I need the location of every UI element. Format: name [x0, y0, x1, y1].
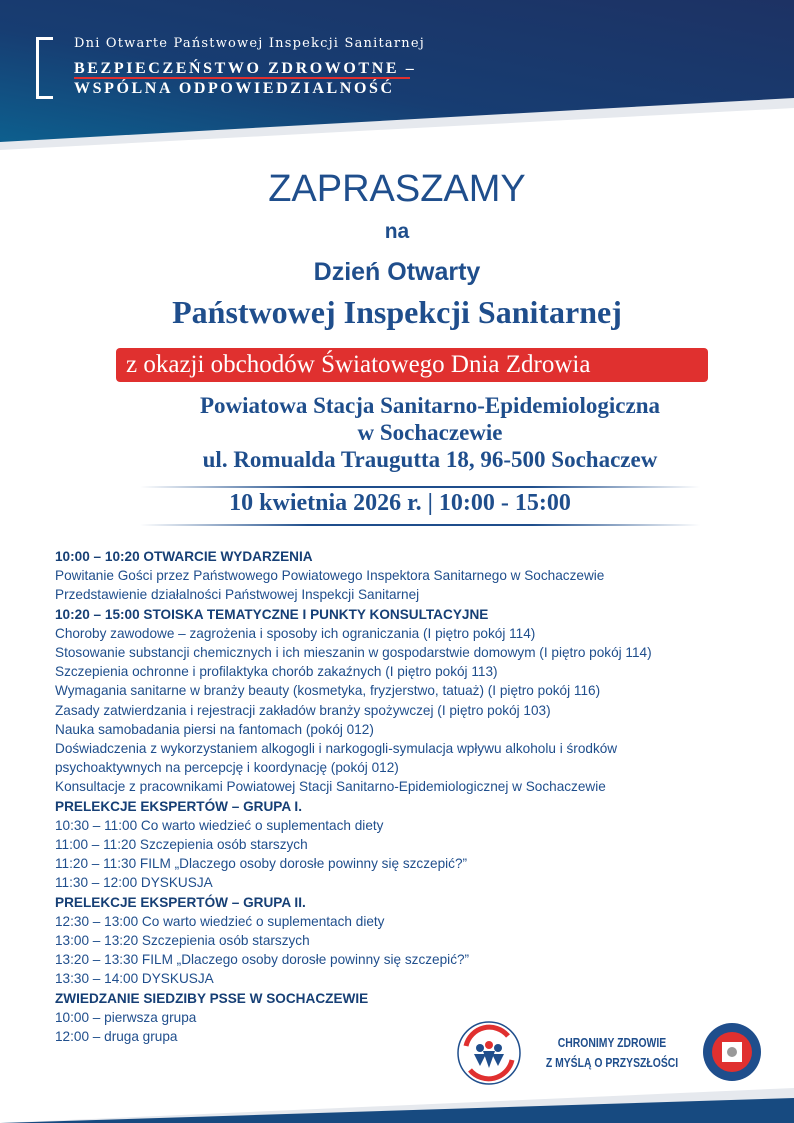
agenda-item: Szczepienia ochronne i profilaktyka chorób zakaźnych (I piętro pokój 113)	[55, 664, 498, 680]
footer-slogan	[540, 1033, 684, 1073]
slogan-line2: Z MYŚLĄ O PRZYSZŁOŚCI	[545, 1055, 679, 1070]
slogan-line1: CHRONIMY ZDROWIE	[557, 1035, 667, 1050]
na-text: na	[384, 220, 410, 243]
door-logo-icon	[36, 37, 53, 99]
header-subtitle: Dni Otwarte Państwowej Inspekcji Sanitarnej	[74, 36, 425, 51]
agenda-item: 11:00 – 11:20 Szczepienia osób starszych	[55, 837, 308, 853]
agenda-item: 10:00 – pierwsza grupa	[55, 1009, 197, 1025]
agenda-item: 13:30 – 14:00 DYSKUSJA	[55, 971, 214, 987]
agenda-item: 13:00 – 13:20 Szczepienia osób starszych	[55, 933, 310, 949]
agenda-heading: 10:00 – 10:20 OTWARCIE WYDARZENIA	[55, 549, 313, 564]
venue-line2: w Sochaczewie	[357, 420, 503, 445]
event-name: Dzień Otwarty	[313, 258, 481, 286]
agenda-heading: PRELEKCJE EKSPERTÓW – GRUPA II.	[55, 894, 306, 910]
chronimy-zdrowie-logo-icon	[456, 1020, 522, 1086]
agenda-item: 11:30 – 12:00 DYSKUSJA	[55, 875, 213, 891]
agenda-heading: PRELEKCJE EKSPERTÓW – GRUPA I.	[55, 798, 302, 814]
agenda-item: 12:00 – druga grupa	[55, 1029, 178, 1045]
agenda-item: Choroby zawodowe – zagrożenia i sposoby ich ograniczania (I piętro pokój 114)	[55, 625, 536, 641]
agenda-item: Stosowanie substancji chemicznych i ich mieszanin w gospodarstwie domowym (I piętro pokój 114)	[55, 645, 652, 661]
agenda-item: Przedstawienie działalności Państwowej Inspekcji Sanitarnej	[55, 587, 420, 603]
header-underline	[74, 77, 410, 79]
agenda-item: Powitanie Gości przez Państwowego Powiatowego Inspektora Sanitarnego w Sochaczewie	[55, 568, 605, 584]
footer-band	[0, 1088, 794, 1123]
agenda-item: Zasady zatwierdzania i rejestracji zakładów branży spożywczej (I piętro pokój 103)	[55, 702, 551, 718]
agenda-item: 10:30 – 11:00 Co warto wiedzieć o suplementach diety	[55, 817, 384, 833]
agenda-item: 12:30 – 13:00 Co warto wiedzieć o suplementach diety	[55, 913, 385, 929]
agenda-heading: ZWIEDZANIE SIEDZIBY PSSE W SOCHACZEWIE	[55, 990, 369, 1006]
divider-bottom	[140, 524, 700, 526]
header-slogan-line2: WSPÓLNA ODPOWIEDZIALNOŚĆ	[74, 80, 395, 97]
divider-top	[140, 486, 700, 488]
invite-heading: ZAPRASZAMY	[268, 168, 526, 210]
agenda-list	[55, 547, 700, 1046]
psse-seal-icon	[702, 1022, 762, 1082]
event-date: 10 kwietnia 2026 r. | 10:00 - 15:00	[229, 490, 571, 516]
agenda-item: Nauka samobadania piersi na fantomach (pokój 012)	[55, 721, 374, 737]
agenda-item: Konsultacje z pracownikami Powiatowej Stacji Sanitarno-Epidemiologicznej w Sochaczewie	[55, 779, 606, 795]
agenda-item: Wymagania sanitarne w branży beauty (kosmetyka, fryzjerstwo, tatuaż) (I piętro pokój 116)	[55, 683, 601, 699]
agenda-item: 13:20 – 13:30 FILM „Dlaczego osoby dorosłe powinny się szczepić?”	[55, 952, 470, 968]
institution-name: Państwowej Inspekcji Sanitarnej	[172, 294, 622, 330]
venue-line1: Powiatowa Stacja Sanitarno-Epidemiologiczna	[200, 393, 660, 418]
agenda-item: Doświadczenia z wykorzystaniem alkogogli i narkogogli-symulacja wpływu alkoholu i środków psychoaktywnych na percepcję i koordynację (pokój 012)	[55, 741, 618, 776]
venue-line3: ul. Romualda Traugutta 18, 96-500 Sochaczew	[202, 447, 658, 472]
venue	[110, 392, 750, 473]
occasion-banner: z okazji obchodów Światowego Dnia Zdrowia	[116, 348, 708, 382]
agenda-heading: 10:20 – 15:00 STOISKA TEMATYCZNE I PUNKTY KONSULTACYJNE	[55, 606, 489, 622]
header-slogan-line1: BEZPIECZEŃSTWO ZDROWOTNE –	[74, 60, 417, 77]
agenda-item: 11:20 – 11:30 FILM „Dlaczego osoby dorosłe powinny się szczepić?”	[55, 856, 468, 872]
